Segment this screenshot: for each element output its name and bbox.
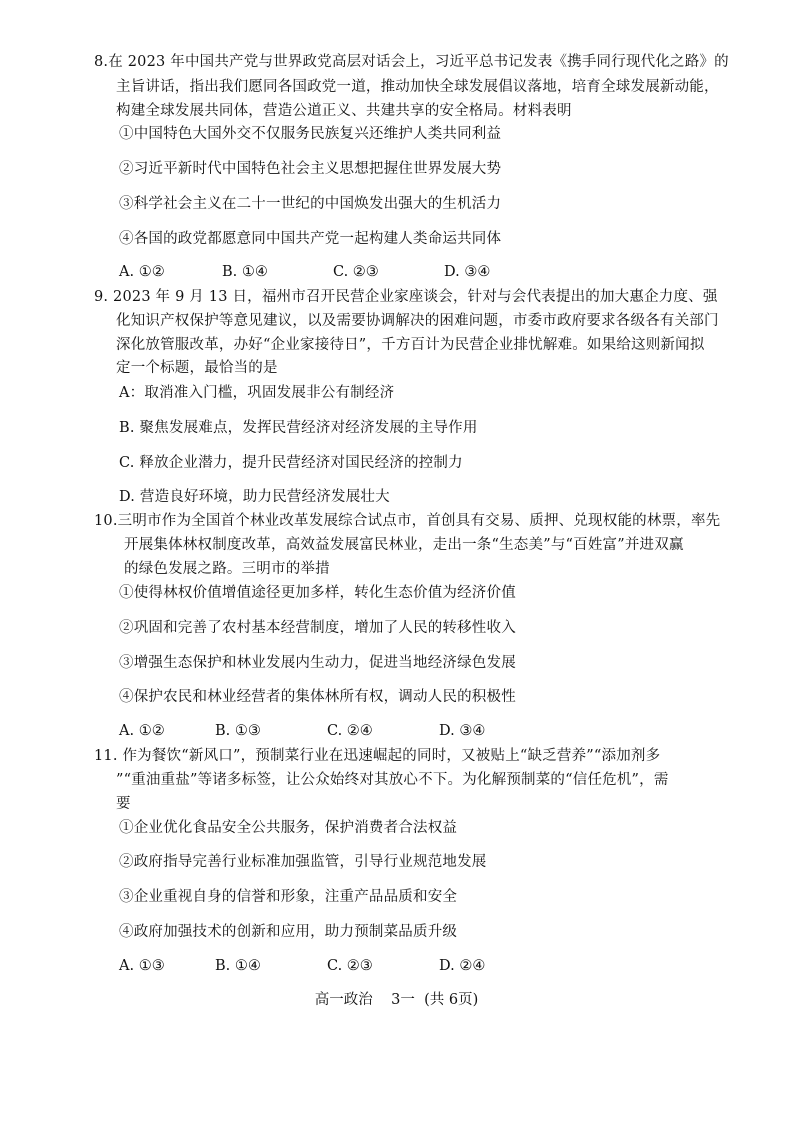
- q11-stem-line-1: 11. 作为餐饮“新风口”，预制菜行业在迅速崛起的同时，又被贴上“缺乏营养”“添加剂多: [94, 748, 661, 764]
- q8-stem-line-3: 构建全球发展共同体，营造公道正义、共建共享的安全格局。材料表明: [116, 103, 572, 119]
- q8-stem-line-1: 8.在 2023 年中国共产党与世界政党高层对话会上，习近平总书记发表《携手同行现代化之路》的: [94, 54, 729, 70]
- q11-option-b[interactable]: B. ①④: [215, 958, 261, 974]
- q8-option-d[interactable]: D. ③④: [444, 264, 491, 280]
- q11-stem-line-3: 要: [116, 796, 131, 812]
- q11-options: [0, 956, 793, 976]
- q10-option-c[interactable]: C. ②④: [327, 723, 373, 739]
- q11-option-c[interactable]: C. ②③: [327, 958, 373, 974]
- q10-item-1: ①使得林权价值增值途径更加多样，转化生态价值为经济价值: [119, 585, 516, 601]
- q9-option-b[interactable]: B. 聚焦发展难点，发挥民营经济对经济发展的主导作用: [119, 420, 478, 436]
- q10-option-a[interactable]: A. ①②: [119, 723, 165, 739]
- q11-item-1: ①企业优化食品安全公共服务，保护消费者合法权益: [119, 820, 458, 836]
- q9-option-d[interactable]: D. 营造良好环境，助力民营经济发展壮大: [119, 489, 390, 505]
- q11-option-d[interactable]: D. ②④: [439, 958, 486, 974]
- q11-item-3: ③企业重视自身的信誉和形象，注重产品品质和安全: [119, 889, 458, 905]
- q8-item-4: ④各国的政党都愿意同中国共产党一起构建人类命运共同体: [119, 231, 502, 247]
- q8-stem-line-2: 主旨讲话，指出我们愿同各国政党一道，推动加快全球发展倡议落地，培育全球发展新动能，: [116, 79, 719, 95]
- q8-option-a[interactable]: A. ①②: [119, 264, 165, 280]
- q8-item-1: ①中国特色大国外交不仅服务民族复兴还维护人类共同利益: [119, 126, 502, 142]
- q11-option-a[interactable]: A. ①③: [119, 958, 165, 974]
- q10-stem-line-1: 10.三明市作为全国首个林业改革发展综合试点市，首创具有交易、质押、兑现权能的林票，率先: [94, 513, 721, 529]
- q10-options: [0, 721, 793, 741]
- q9-stem-line-1: 9. 2023 年 9 月 13 日，福州市召开民营企业家座谈会，针对与会代表提出的加大惠企力度、强: [94, 289, 718, 305]
- q9-stem-line-3: 深化放管服改革，办好“企业家接待日”，千方百计为民营企业排忧解难。如果给这则新闻拟: [116, 337, 705, 353]
- q10-item-3: ③增强生态保护和林业发展内生动力，促进当地经济绿色发展: [119, 655, 516, 671]
- q11-stem-line-2: ”“重油重盐”等诸多标签，让公众始终对其放心不下。为化解预制菜的“信任危机”，需: [116, 772, 669, 788]
- q8-item-2: ②习近平新时代中国特色社会主义思想把握住世界发展大势: [119, 161, 502, 177]
- q8-option-b[interactable]: B. ①④: [222, 264, 268, 280]
- q10-item-2: ②巩固和完善了农村基本经营制度，增加了人民的转移性收入: [119, 620, 516, 636]
- q10-stem-line-2: 开展集体林权制度改革，高效益发展富民林业，走出一条“生态美”与“百姓富”并进双赢: [124, 537, 684, 553]
- q9-option-a[interactable]: A：取消准入门槛，巩固发展非公有制经济: [119, 385, 395, 401]
- q10-option-b[interactable]: B. ①③: [215, 723, 261, 739]
- q10-item-4: ④保护农民和林业经营者的集体林所有权，调动人民的积极性: [119, 689, 516, 705]
- q8-option-c[interactable]: C. ②③: [333, 264, 379, 280]
- q11-item-4: ④政府加强技术的创新和应用，助力预制菜品质升级: [119, 924, 458, 940]
- q9-option-c[interactable]: C. 释放企业潜力，提升民营经济对国民经济的控制力: [119, 455, 463, 471]
- q10-option-d[interactable]: D. ③④: [439, 723, 486, 739]
- page-footer: 高一政治 3一 (共 6页): [314, 992, 479, 1008]
- q8-options: [0, 262, 793, 282]
- q8-item-3: ③科学社会主义在二十一世纪的中国焕发出强大的生机活力: [119, 196, 502, 212]
- q9-stem-line-2: 化知识产权保护等意见建议，以及需要协调解决的困难问题，市委市政府要求各级各有关部门: [116, 313, 719, 329]
- q9-stem-line-4: 定一个标题，最恰当的是: [116, 360, 278, 376]
- q11-item-2: ②政府指导完善行业标准加强监管，引导行业规范地发展: [119, 854, 487, 870]
- q10-stem-line-3: 的绿色发展之路。三明市的举措: [124, 561, 330, 577]
